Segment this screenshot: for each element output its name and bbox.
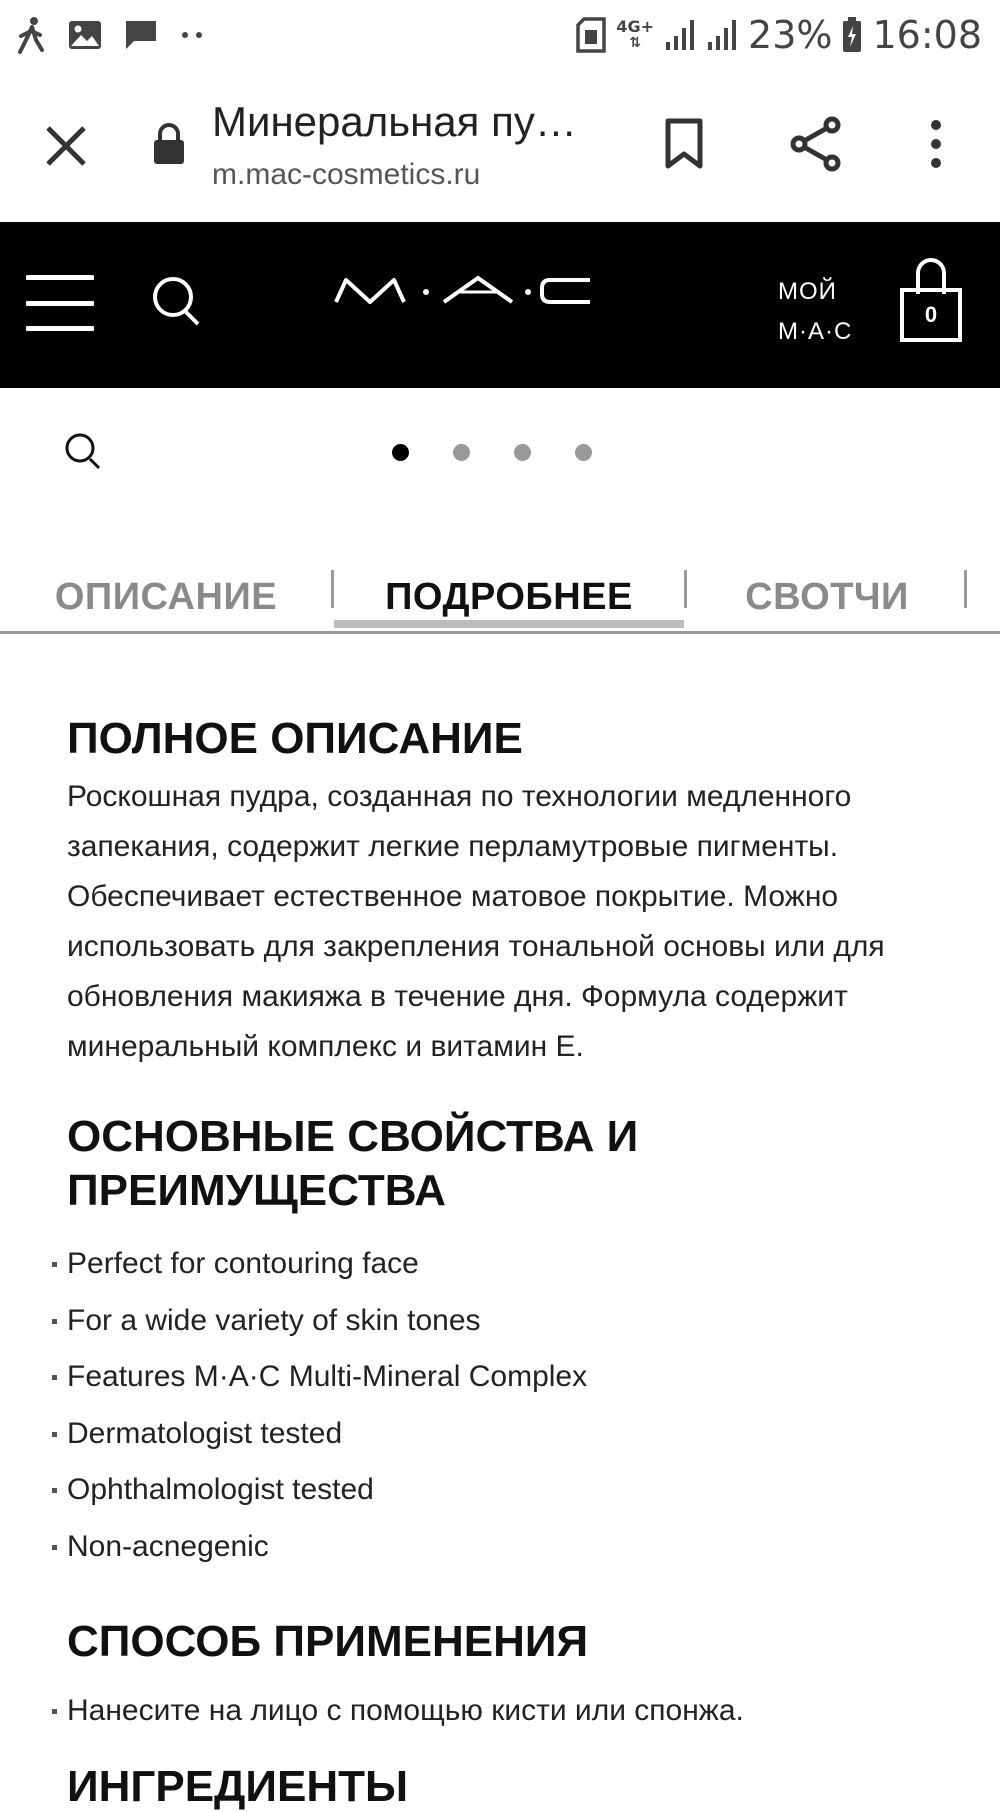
- tab-details[interactable]: ПОДРОБНЕЕ: [385, 575, 633, 618]
- benefits-heading: ОСНОВНЫЕ СВОЙСТВА И ПРЕИМУЩЕСТВА: [67, 1112, 639, 1215]
- carousel-dot[interactable]: [453, 444, 470, 461]
- battery-charging-icon: [842, 17, 862, 53]
- signal-icon-2: [706, 18, 738, 52]
- tab-swatches[interactable]: СВОТЧИ: [745, 575, 909, 618]
- search-icon: [150, 274, 206, 330]
- menu-button[interactable]: [26, 275, 94, 331]
- hamburger-icon-line: [26, 301, 94, 306]
- tab-divider: [964, 570, 967, 608]
- walking-person-icon: [16, 16, 46, 54]
- cart-count-container: [900, 288, 962, 342]
- signal-icon: [664, 18, 696, 52]
- list-item: Non-acnegenic: [67, 1519, 947, 1576]
- usage-list: [67, 1683, 947, 1740]
- cart-count: 0: [924, 302, 938, 327]
- bookmark-icon: [664, 118, 704, 170]
- hamburger-icon-line: [26, 275, 94, 280]
- list-item: Ophthalmologist tested: [67, 1462, 947, 1519]
- page-url[interactable]: m.mac-cosmetics.ru: [212, 158, 481, 191]
- cart-button[interactable]: [900, 258, 962, 364]
- next-heading-text: ИНГРЕДИЕНТЫ: [67, 1762, 409, 1811]
- site-search-button[interactable]: [150, 274, 206, 330]
- list-item: Dermatologist tested: [67, 1406, 947, 1463]
- close-icon: [45, 125, 87, 167]
- battery-percent: 23%: [748, 13, 833, 57]
- browser-toolbar: [0, 70, 1000, 222]
- full-description-heading: ПОЛНОЕ ОПИСАНИЕ: [67, 714, 523, 763]
- list-item: For a wide variety of skin tones: [67, 1293, 947, 1350]
- usage-heading: СПОСОБ ПРИМЕНЕНИЯ: [67, 1617, 589, 1666]
- lock-icon: [152, 122, 192, 168]
- share-icon: [789, 116, 843, 172]
- my-mac-label-line1: МОЙ: [778, 278, 837, 305]
- sim-card-icon: [576, 17, 606, 53]
- mac-logo[interactable]: [332, 270, 594, 330]
- active-tab-indicator: [334, 620, 684, 628]
- product-details: [67, 712, 947, 1740]
- benefits-list: [67, 1236, 947, 1575]
- status-bar: [0, 0, 1000, 70]
- list-item: Features M·A·C Multi-Mineral Complex: [67, 1349, 947, 1406]
- site-header: [0, 222, 1000, 388]
- more-notifications-icon: [180, 30, 204, 40]
- carousel-dot-active[interactable]: [392, 444, 409, 461]
- close-tab-button[interactable]: [38, 118, 94, 174]
- message-icon: [124, 19, 158, 51]
- tab-description[interactable]: ОПИСАНИЕ: [54, 575, 278, 618]
- hamburger-icon-line: [26, 326, 94, 331]
- page-title: Минеральная пу…: [212, 98, 577, 145]
- gallery-icon: [68, 20, 102, 50]
- full-description-text: Роскошная пудра, созданная по технологии медленного запекания, содержит легкие перламутровые пигменты. Обеспечивает естественное матовое покрытие. Можно использовать для закрепления тональной основы или для обновления макияжа в течение дня. Формула содержит минеральный комплекс и витамин Е.: [67, 780, 885, 1063]
- more-vertical-icon: [929, 119, 943, 169]
- tab-divider: [684, 570, 687, 608]
- product-image-carousel: [0, 388, 1000, 518]
- my-mac-link[interactable]: [778, 272, 858, 352]
- next-section-heading-partial: [67, 1758, 467, 1811]
- network-type: 4G+ ⇅: [616, 17, 655, 51]
- zoom-icon: [64, 432, 104, 472]
- tab-divider: [331, 570, 334, 608]
- list-item: Нанесите на лицо с помощью кисти или спонжа.: [67, 1683, 947, 1740]
- list-item: Perfect for contouring face: [67, 1236, 947, 1293]
- bookmark-button[interactable]: [656, 114, 712, 174]
- zoom-button[interactable]: [64, 432, 104, 472]
- clock: 16:08: [872, 13, 982, 57]
- carousel-dot[interactable]: [514, 444, 531, 461]
- carousel-dots: [392, 444, 592, 461]
- overflow-menu-button[interactable]: [912, 114, 960, 174]
- carousel-dot[interactable]: [575, 444, 592, 461]
- share-button[interactable]: [786, 114, 846, 174]
- my-mac-label-line2: M·A·C: [778, 318, 853, 345]
